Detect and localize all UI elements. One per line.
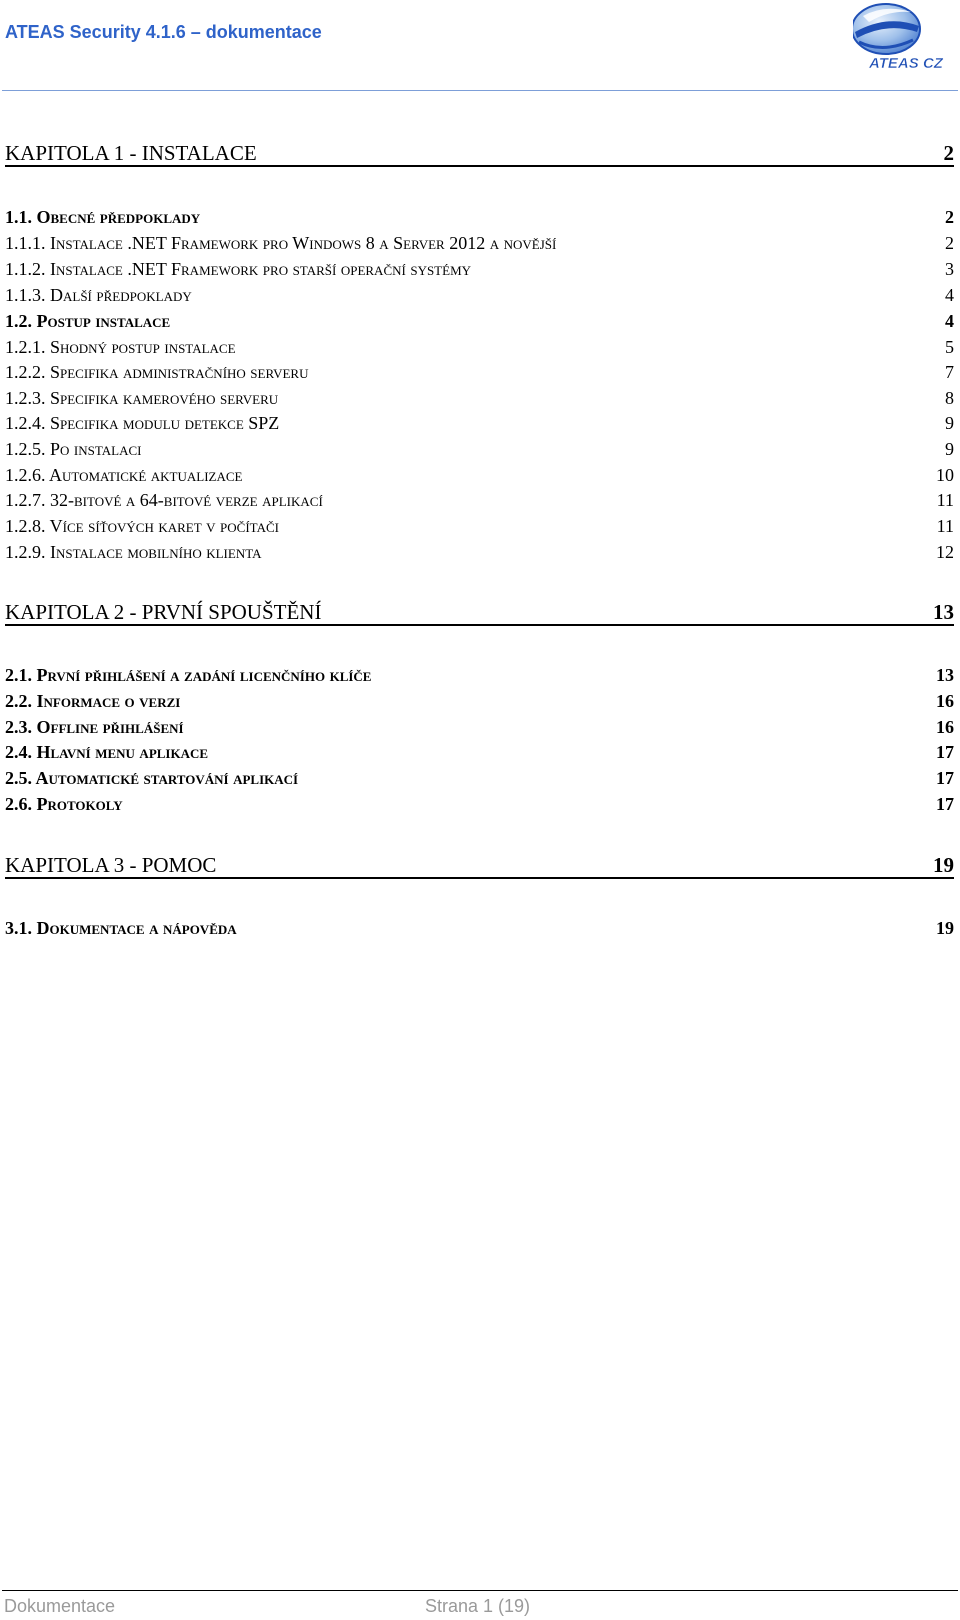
toc-entry-page: 3 — [945, 259, 954, 279]
toc-entry-page: 4 — [945, 311, 954, 331]
toc-entry-page: 12 — [936, 542, 954, 562]
toc-entry[interactable] — [5, 917, 954, 939]
toc-entry[interactable] — [5, 438, 954, 460]
toc-entry[interactable] — [5, 412, 954, 434]
toc-entry-page: 2 — [945, 207, 954, 227]
toc-entry-title: 1.1.1. Instalace .NET Framework pro Windows 8 a Server 2012 a novější — [5, 233, 557, 253]
ateas-logo — [853, 2, 959, 74]
toc-entry-title: 1.2.8. Více síťových karet v počítači — [5, 516, 279, 536]
toc-entry-page: 2 — [943, 141, 954, 165]
toc-entry[interactable] — [5, 741, 954, 763]
logo-text: ATEAS CZ — [869, 55, 943, 72]
toc-entry-page: 13 — [936, 665, 954, 685]
toc-entry-page: 16 — [936, 691, 954, 711]
toc-entry-page: 4 — [945, 285, 954, 305]
toc-entry[interactable] — [5, 767, 954, 789]
toc-entry[interactable] — [5, 690, 954, 712]
toc-entry[interactable] — [5, 464, 954, 486]
toc-entry-title: KAPITOLA 2 - PRVNÍ SPOUŠTĚNÍ — [5, 600, 322, 624]
toc-entry-page: 7 — [945, 362, 954, 382]
toc-chapter-entry[interactable] — [5, 600, 954, 626]
toc-entry[interactable] — [5, 284, 954, 306]
toc-entry[interactable] — [5, 664, 954, 686]
toc-entry-title: 1.2.4. Specifika modulu detekce SPZ — [5, 413, 280, 433]
toc-entry-page: 16 — [936, 717, 954, 737]
toc-entry-title: 2.4. Hlavní menu aplikace — [5, 742, 209, 762]
toc-entry[interactable] — [5, 541, 954, 563]
toc-entry-title: 1.2.6. Automatické aktualizace — [5, 465, 243, 485]
page-footer — [0, 1590, 960, 1620]
footer-page-number: Strana 1 (19) — [425, 1596, 531, 1616]
toc-entry-title: 2.6. Protokoly — [5, 794, 123, 814]
toc-entry[interactable] — [5, 206, 954, 228]
toc-entry-page: 19 — [936, 918, 954, 938]
toc-entry-title: 1.2.2. Specifika administračního serveru — [5, 362, 309, 382]
toc-entry-page: 9 — [945, 413, 954, 433]
toc-entry-page: 9 — [945, 439, 954, 459]
toc-entry[interactable] — [5, 489, 954, 511]
toc-chapter-entry[interactable] — [5, 853, 954, 879]
toc-entry-title: 1.2.3. Specifika kamerového serveru — [5, 388, 279, 408]
header-divider — [2, 90, 958, 91]
toc-entry-page: 11 — [936, 490, 954, 510]
toc-entry-page: 8 — [945, 388, 954, 408]
footer-divider — [2, 1590, 958, 1591]
toc-entry-page: 11 — [936, 516, 954, 536]
toc-entry-title: KAPITOLA 1 - INSTALACE — [5, 141, 257, 165]
toc-entry[interactable] — [5, 515, 954, 537]
toc-entry-page: 13 — [933, 600, 954, 624]
toc-entry-title: KAPITOLA 3 - POMOC — [5, 853, 217, 877]
footer-document-label: Dokumentace — [4, 1596, 116, 1616]
toc-entry-page: 10 — [936, 465, 954, 485]
toc-entry-title: 2.2. Informace o verzi — [5, 691, 181, 711]
toc-entry-page: 17 — [936, 794, 954, 814]
document-title: ATEAS Security 4.1.6 – dokumentace — [5, 22, 322, 42]
toc-entry[interactable] — [5, 336, 954, 358]
toc-entry-title: 3.1. Dokumentace a nápověda — [5, 918, 237, 938]
toc-entry-title: 2.5. Automatické startování aplikací — [5, 768, 299, 788]
toc-entry-title: 1.1. Obecné předpoklady — [5, 207, 201, 227]
toc-entry-title: 2.1. První přihlášení a zadání licenčního klíče — [5, 665, 372, 685]
toc-entry-title: 1.2.1. Shodný postup instalace — [5, 337, 236, 357]
toc-entry-page: 17 — [936, 742, 954, 762]
page-header — [0, 0, 960, 92]
toc-entry-page: 19 — [933, 853, 954, 877]
toc-entry-title: 1.1.3. Další předpoklady — [5, 285, 192, 305]
toc-entry-page: 17 — [936, 768, 954, 788]
toc-entry[interactable] — [5, 716, 954, 738]
toc-entry-title: 1.2.7. 32-bitové a 64-bitové verze aplikací — [5, 490, 323, 510]
toc-entry[interactable] — [5, 793, 954, 815]
toc-entry[interactable] — [5, 232, 954, 254]
toc-entry-page: 5 — [945, 337, 954, 357]
toc-entry-title: 1.1.2. Instalace .NET Framework pro starší operační systémy — [5, 259, 472, 279]
toc-chapter-entry[interactable] — [5, 141, 954, 167]
toc-entry-title: 2.3. Offline přihlášení — [5, 717, 184, 737]
toc-entry-title: 1.2.5. Po instalaci — [5, 439, 142, 459]
toc-entry-page: 2 — [945, 233, 954, 253]
toc-entry[interactable] — [5, 387, 954, 409]
toc-entry-title: 1.2.9. Instalace mobilního klienta — [5, 542, 262, 562]
toc-entry[interactable] — [5, 310, 954, 332]
toc-entry[interactable] — [5, 361, 954, 383]
toc-entry[interactable] — [5, 258, 954, 280]
toc-entry-title: 1.2. Postup instalace — [5, 311, 171, 331]
